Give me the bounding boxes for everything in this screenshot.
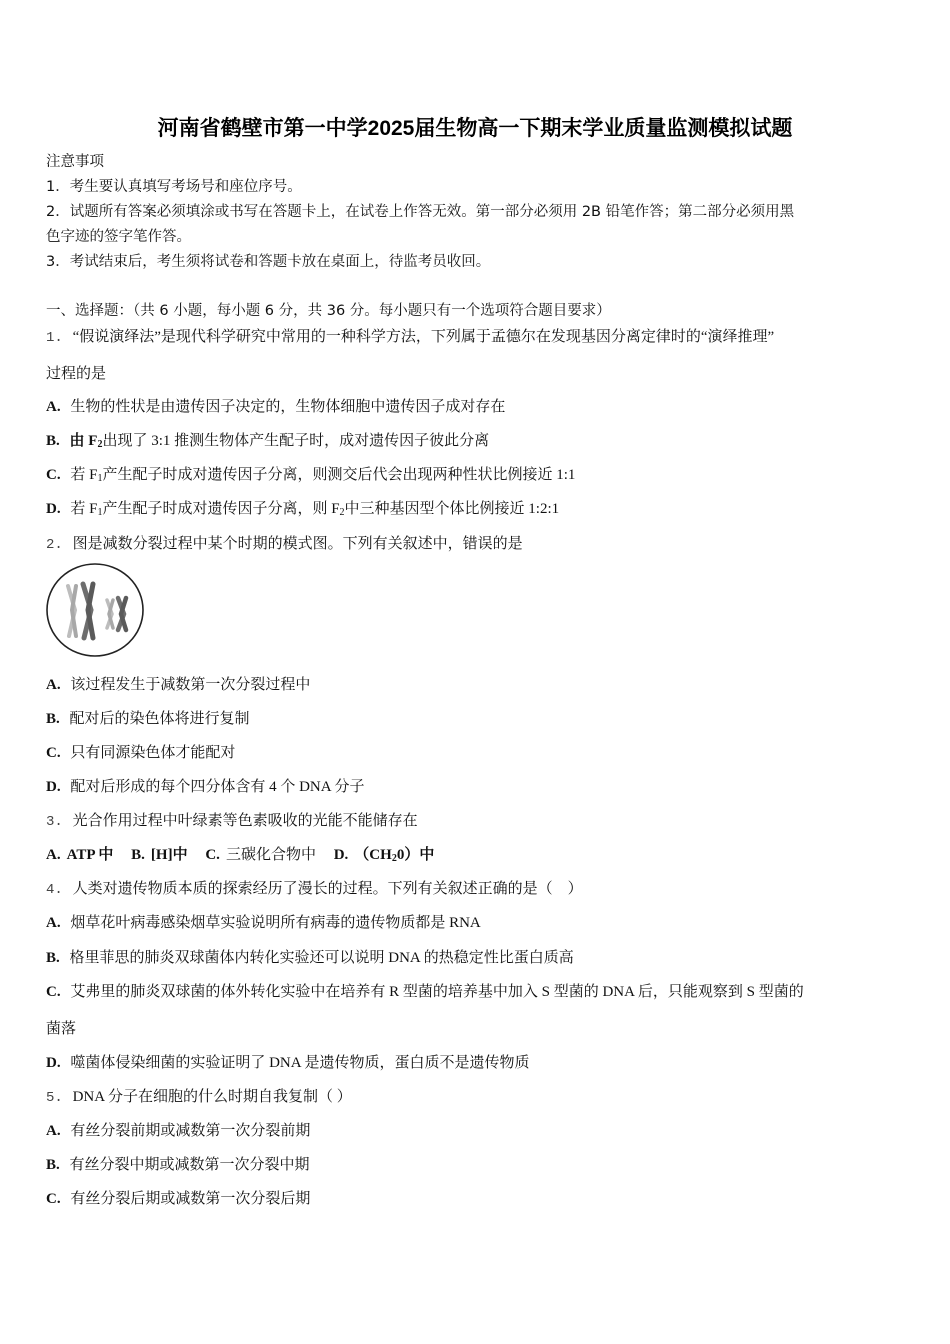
option-letter: B.	[46, 711, 60, 727]
option-letter: A.	[46, 677, 61, 693]
option-letter: A.	[46, 399, 61, 415]
option-letter: A.	[46, 1123, 61, 1139]
page-title: 河南省鹤壁市第一中学2025届生物高一下期末学业质量监测模拟试题	[157, 117, 793, 140]
notice-item-2: 2．试题所有答案必须填涂或书写在答题卡上，在试卷上作答无效。第一部分必须用 2B 铅笔作答；第二部分必须用黑	[46, 204, 795, 220]
question-text: 图是减数分裂过程中某个时期的模式图。下列有关叙述中，错误的是	[72, 536, 523, 552]
option-letter: B.	[46, 433, 60, 449]
option-text: 配对后形成的每个四分体含有 4 个 DNA 分子	[70, 779, 365, 795]
question-4-option-d	[46, 1054, 530, 1072]
question-3-options	[46, 846, 448, 868]
option-text: 生物的性状是由遗传因子决定的，生物体细胞中遗传因子成对存在	[70, 399, 506, 415]
option-letter: C.	[46, 745, 61, 761]
option-text: 有丝分裂后期或减数第一次分裂后期	[70, 1191, 311, 1207]
question-1-option-b	[46, 432, 489, 454]
section-heading: 一、选择题：（共 6 小题，每小题 6 分，共 36 分。每小题只有一个选项符合题目要求）	[46, 303, 611, 319]
option-text: 格里菲思的肺炎双球菌体内转化实验还可以说明 DNA 的热稳定性比蛋白质高	[69, 950, 574, 966]
option-letter: C.	[46, 467, 61, 483]
option-text: 由 $F_2$出现了 3:1 推测生物体产生配子时，成对遗传因子彼此分离	[69, 433, 490, 450]
question-text: 人类对遗传物质本质的探索经历了漫长的过程。下列有关叙述正确的是（ ）	[72, 881, 583, 897]
question-number: 3.	[46, 814, 63, 830]
option-text: 有丝分裂前期或减数第一次分裂前期	[70, 1123, 311, 1139]
question-5-option-c	[46, 1190, 310, 1208]
notice-item-1: 1．考生要认真填写考场号和座位序号。	[46, 179, 302, 195]
option-text: 只有同源染色体才能配对	[70, 745, 236, 761]
option-letter: C.	[46, 1191, 61, 1207]
option-letter: C.	[46, 984, 61, 1000]
question-2-option-b	[46, 710, 250, 728]
question-number: 5.	[46, 1090, 63, 1106]
question-3-option-a: A. ATP 中	[46, 847, 114, 863]
question-4-option-c	[46, 983, 804, 1001]
question-3-option-d: D. $(CH_20)$中	[333, 847, 435, 864]
question-5-option-b	[46, 1156, 310, 1174]
question-1-option-d	[46, 500, 559, 522]
chromosome-tetrad-figure	[45, 562, 145, 658]
option-text: 噬菌体侵染细菌的实验证明了 DNA 是遗传物质，蛋白质不是遗传物质	[70, 1055, 530, 1071]
option-letter: B.	[46, 1157, 60, 1173]
question-text: “假说演绎法”是现代科学研究中常用的一种科学方法，下列属于孟德尔在发现基因分离定律时的“演绎推理”	[72, 329, 775, 345]
option-letter: D.	[46, 779, 61, 795]
question-2-option-a	[46, 676, 310, 694]
question-1-option-c	[46, 466, 575, 488]
question-text: 光合作用过程中叶绿素等色素吸收的光能不能储存在	[72, 813, 418, 829]
question-2-stem	[46, 535, 523, 554]
notice-item-2-cont: 色字迹的签字笔作答。	[46, 229, 191, 245]
question-3-option-c: C. 三碳化合物中	[205, 847, 316, 863]
question-text: DNA 分子在细胞的什么时期自我复制（ ）	[72, 1089, 352, 1105]
option-text: 有丝分裂中期或减数第一次分裂中期	[69, 1157, 310, 1173]
question-number: 2.	[46, 537, 63, 553]
cell-chromosome-icon	[45, 562, 145, 658]
option-letter: A.	[46, 915, 61, 931]
question-3-stem	[46, 812, 418, 831]
option-letter: D.	[46, 501, 61, 517]
question-number: 1.	[46, 330, 63, 346]
question-1-stem	[46, 328, 774, 347]
question-4-option-b	[46, 949, 574, 967]
question-4-option-c-cont: 菌落	[46, 1021, 77, 1037]
question-4-option-a	[46, 914, 481, 932]
question-5-option-a	[46, 1122, 310, 1140]
option-text: 配对后的染色体将进行复制	[69, 711, 250, 727]
notice-heading: 注意事项	[46, 154, 104, 170]
question-3-option-b: B. [H]中	[131, 847, 188, 863]
question-number: 4.	[46, 882, 63, 898]
option-text: 若 $F_1$产生配子时成对遗传因子分离，则测交后代会出现两种性状比例接近 1:1	[70, 467, 576, 484]
question-2-option-c	[46, 744, 235, 762]
option-text: 若 $F_1$产生配子时成对遗传因子分离，则 $F_2$中三种基因型个体比例接近 1:2:1	[70, 501, 560, 518]
question-4-stem	[46, 880, 583, 899]
option-letter: D.	[46, 1055, 61, 1071]
question-1-stem-cont: 过程的是	[46, 366, 107, 382]
question-2-option-d	[46, 778, 365, 796]
option-text: 该过程发生于减数第一次分裂过程中	[70, 677, 311, 693]
notice-item-3: 3．考试结束后，考生须将试卷和答题卡放在桌面上，待监考员收回。	[46, 254, 491, 270]
question-1-option-a	[46, 398, 505, 416]
option-text: 烟草花叶病毒感染烟草实验说明所有病毒的遗传物质都是 RNA	[70, 915, 481, 931]
question-5-stem	[46, 1088, 352, 1107]
option-text: 艾弗里的肺炎双球菌的体外转化实验中在培养有 R 型菌的培养基中加入 S 型菌的 DNA 后，只能观察到 S 型菌的	[70, 984, 804, 1000]
option-letter: B.	[46, 950, 60, 966]
